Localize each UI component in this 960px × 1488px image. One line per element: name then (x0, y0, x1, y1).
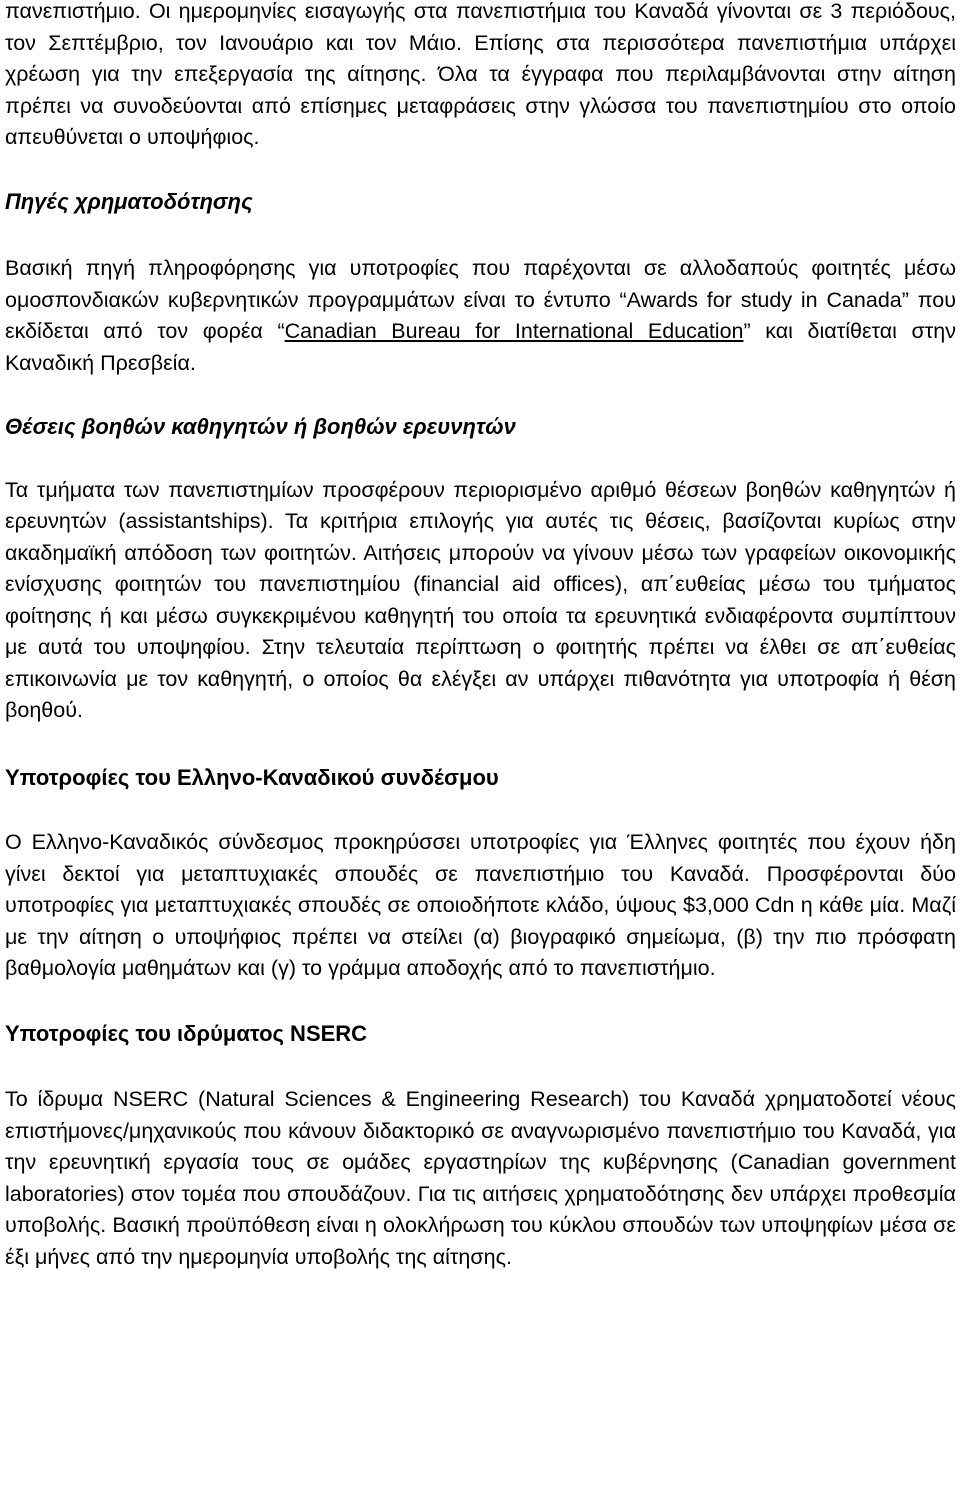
assistantships-paragraph: Τα τμήματα των πανεπιστημίων προσφέρουν περιορισμένο αριθμό θέσεων βοηθών καθηγητών ή ερευνητών (assistantships). Τα κριτήρια επιλογής για αυτές τις θέσεις, βασίζονται κυρίως στην ακαδημαϊκή απόδοση των φοιτητών. Αιτήσεις μπορούν να γίνουν μέσω των γραφείων οικονομικής ενίσχυσης φοιτητών του πανεπιστημίου (financial aid offices), απ΄ευθείας μέσω του τμήματος φοίτησης ή και μέσω συγκεκριμένου καθηγητή του οποία τα ερευνητικά ενδιαφέροντα συμπίπτουν με αυτά του υποψηφίου. Στην τελευταία περίπτωση ο φοιτητής πρέπει να έλθει σε απ΄ευθείας επικοινωνία με τον καθηγητή, ο οποίος θα ελέγξει αν υπάρχει πιθανότητα για υποτροφία ή θέση βοηθού. (5, 477, 956, 722)
cbie-link[interactable]: Canadian Bureau for International Education (284, 319, 744, 343)
document-page (5, 0, 956, 1273)
greek-canadian-heading: Υποτροφίες του Ελληνο-Καναδικού συνδέσμου (5, 764, 499, 790)
greek-canadian-paragraph: Ο Ελληνο-Καναδικός σύνδεσμος προκηρύσσει υποτροφίες για Έλληνες φοιτητές που έχουν ήδη γίνει δεκτοί για μεταπτυχιακές σπουδές σε πανεπιστήμιο του Καναδά. Προσφέρονται δύο υποτροφίες για μεταπτυχιακές σπουδές σε οποιοδήποτε κλάδο, ύψους $3,000 Cdn η κάθε μία. Μαζί με την αίτηση ο υποψήφιος πρέπει να στείλει (α) βιογραφικό σημείωμα, (β) την πιο πρόσφατη βαθμολογία μαθημάτων και (γ) το γράμμα αποδοχής από το πανεπιστήμιο. (5, 830, 956, 980)
intro-paragraph: πανεπιστήμιο. Οι ημερομηνίες εισαγωγής στα πανεπιστήμια του Καναδά γίνονται σε 3 περιόδους, τον Σεπτέμβριο, τον Ιανουάριο και τον Μάιο. Επίσης στα περισσότερα πανεπιστήμια υπάρχει χρέωση για την επεξεργασία της αίτησης. Όλα τα έγγραφα που περιλαμβάνονται στην αίτηση πρέπει να συνοδεύονται από επίσημες μεταφράσεις στην γλώσσα του πανεπιστημίου στο οποίο απευθύνεται ο υποψήφιος. (5, 0, 956, 149)
funding-text-before: Βασική πηγή πληροφόρησης για υποτροφίες που παρέχονται σε αλλοδαπούς φοιτητές μέσω ομοσπονδιακών κυβερνητικών προγραμμάτων είναι το έντυπο “Awards for study in Canada” που εκδίδεται από τον φορέα “ (5, 256, 956, 343)
assistantships-heading: Θέσεις βοηθών καθηγητών ή βοηθών ερευνητών (5, 414, 516, 439)
funding-paragraph (5, 253, 956, 379)
nserc-paragraph: Το ίδρυμα NSERC (Natural Sciences & Engineering Research) του Καναδά χρηματοδοτεί νέους επιστήμονες/μηχανικούς που κάνουν διδακτορικό σε αναγνωρισμένο πανεπιστήμιο του Καναδά, για την ερευνητική εργασία τους σε ομάδες εργαστηρίων της κυβέρνησης (Canadian government laboratories) στον τομέα που σπουδάζουν. Για τις αιτήσεις χρηματοδότησης δεν υπάρχει προθεσμία υποβολής. Βασική προϋπόθεση είναι η ολοκλήρωση του κύκλου σπουδών των υποψηφίων μέσα σε έξι μήνες από την ημερομηνία υποβολής της αίτησης. (5, 1087, 956, 1269)
funding-text-after: ” και διατίθεται στην Καναδική Πρεσβεία. (5, 319, 957, 375)
funding-heading: Πηγές χρηματοδότησης (5, 188, 253, 214)
nserc-heading: Υποτροφίες του ιδρύματος NSERC (5, 1020, 368, 1046)
